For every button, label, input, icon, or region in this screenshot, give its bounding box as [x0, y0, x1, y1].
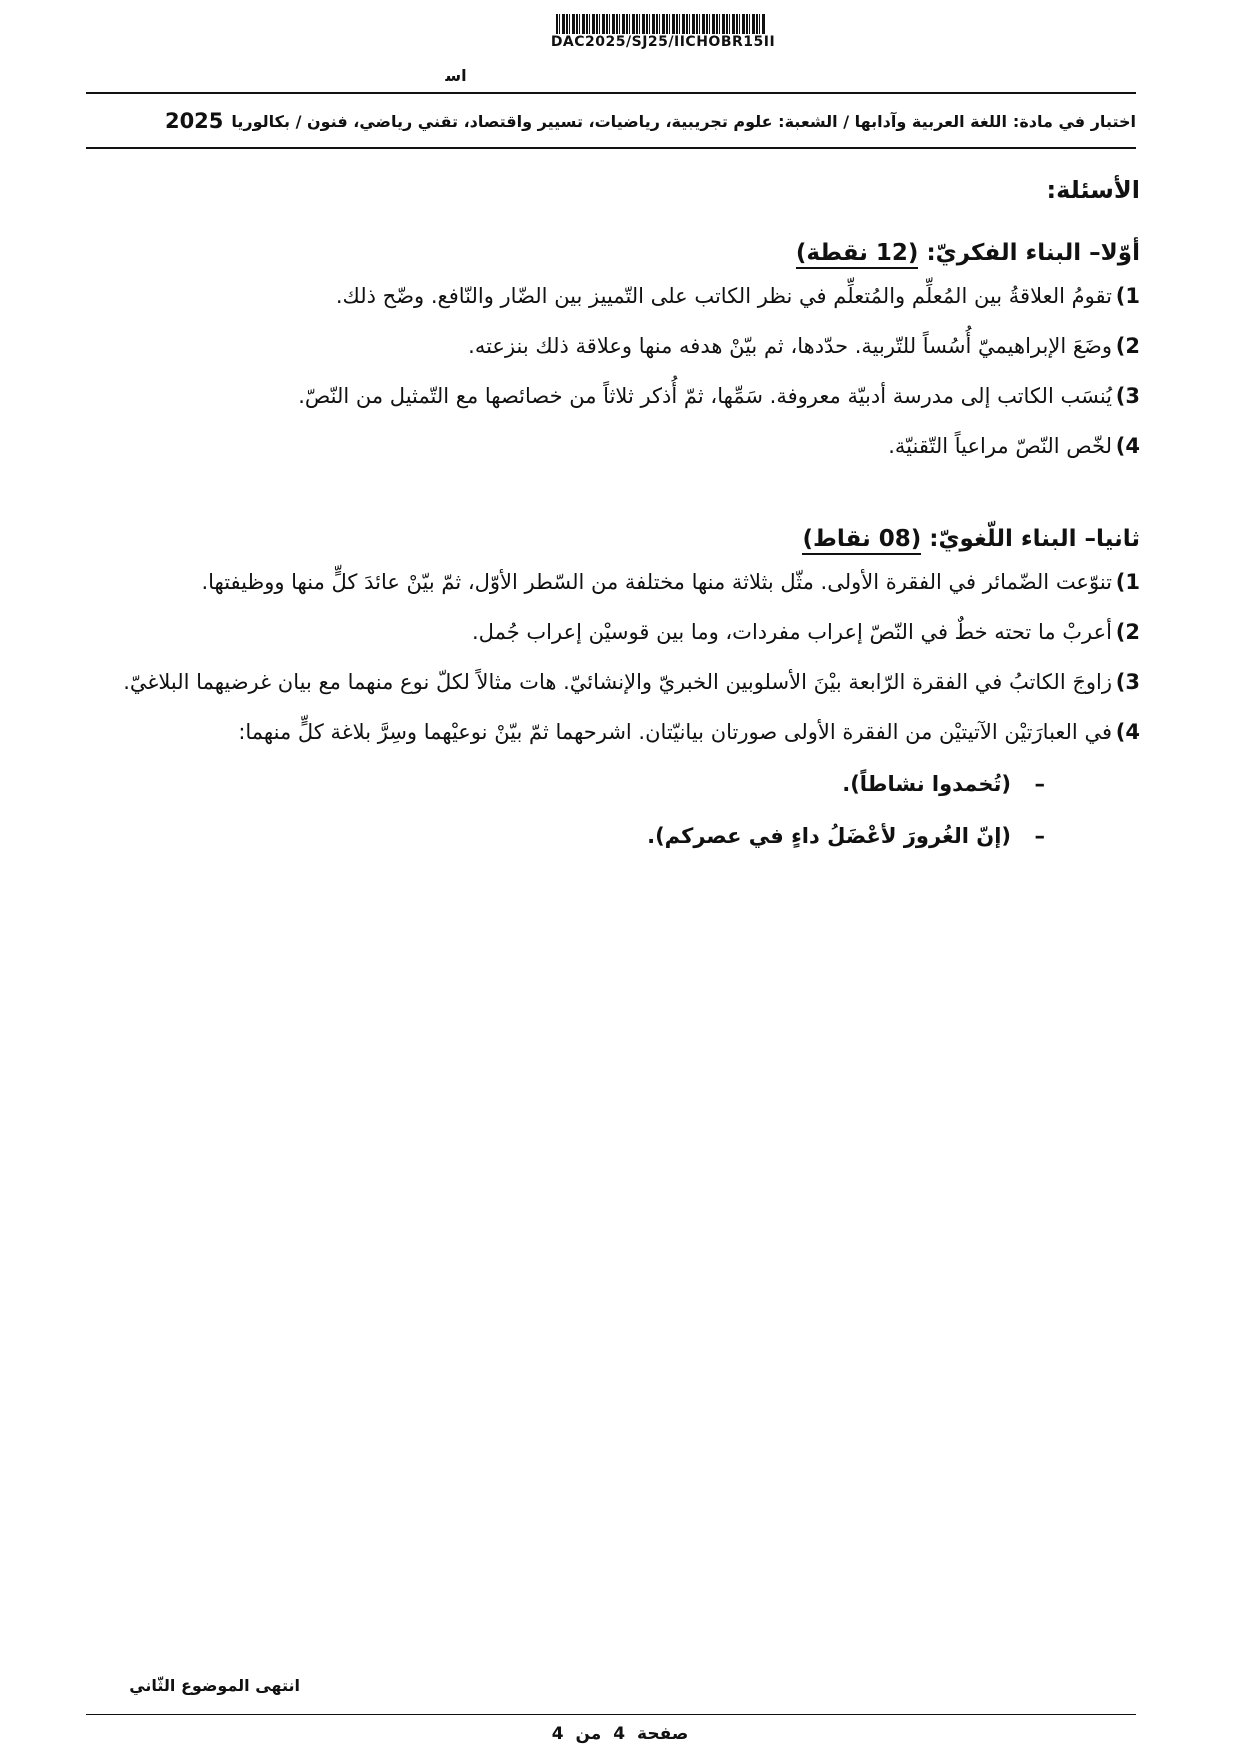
question-text: يُنسَب الكاتب إلى مدرسة أدبيّة معروفة. سَمِّها، ثمّ أُذكر ثلاثاً من خصائصها مع التّمثيل من النّصّ.	[298, 384, 1112, 408]
expression-text: (إنّ الغُرورَ لأعْضَلُ داءٍ في عصركم).	[647, 824, 1011, 848]
section-linguistic-label: ثانيا– البناء اللّغويّ:	[929, 526, 1140, 552]
question-item	[100, 662, 1140, 702]
question-number: 3)	[1115, 384, 1140, 408]
expression-item	[100, 764, 1045, 804]
dash-marker: –	[1034, 772, 1045, 796]
corner-mark: ﺍﺳ	[445, 66, 467, 85]
question-item	[100, 276, 1140, 316]
dash-marker: –	[1034, 824, 1045, 848]
question-item	[100, 326, 1140, 366]
question-text: تقومُ العلاقةُ بين المُعلِّم والمُتعلِّم في نظر الكاتب على التّمييز بين الضّار والنّافع. وضّح ذلك.	[335, 284, 1112, 308]
exam-year: 2025	[164, 109, 224, 133]
questions-title: الأسئلة:	[1046, 176, 1140, 204]
section-intellectual-label: أوّلا– البناء الفكريّ:	[926, 240, 1140, 266]
section-spacer	[100, 476, 1140, 526]
section-linguistic-points: (08 نقاط)	[802, 526, 921, 555]
page-total: 4	[551, 1724, 564, 1744]
header-top-rule	[86, 92, 1136, 94]
question-item	[100, 376, 1140, 416]
section-intellectual-points: (12 نقطة)	[796, 240, 919, 269]
questions-content	[100, 176, 1140, 856]
exam-prefix: اختبار في مادة:	[1012, 111, 1136, 131]
question-text: تنوّعت الضّمائر في الفقرة الأولى. مثّل بثلاثة منها مختلفة من السّطر الأوّل، ثمّ بيّنْ عائدَ كلٍّ منها ووظيفتها.	[201, 570, 1112, 594]
question-text: في العبارَتيْن الآتيتيْن من الفقرة الأولى صورتان بيانيّتان. اشرحهما ثمّ بيّنْ نوعيْهما وسِرَّ بلاغة كلٍّ منهما:	[238, 720, 1112, 744]
question-number: 4)	[1115, 720, 1140, 744]
section-intellectual-title	[100, 240, 1140, 266]
question-item	[100, 426, 1140, 466]
question-number: 2)	[1115, 334, 1140, 358]
exam-header	[86, 104, 1136, 138]
question-text: وضَعَ الإبراهيميّ أُسُساً للتّربية. حدّدها، ثم بيّنْ هدفه منها وعلاقة ذلك بنزعته.	[468, 334, 1112, 358]
question-number: 1)	[1115, 284, 1140, 308]
question-item	[100, 562, 1140, 602]
question-number: 1)	[1115, 570, 1140, 594]
page-current: 4	[613, 1724, 626, 1744]
question-number: 2)	[1115, 620, 1140, 644]
end-of-topic: انتهى الموضوع الثّاني	[129, 1676, 300, 1695]
question-number: 3)	[1115, 670, 1140, 694]
question-text: لخّص النّصّ مراعياً التّقنيّة.	[888, 434, 1112, 458]
page-number	[520, 1724, 720, 1744]
question-text: أعربْ ما تحته خطٌ في النّصّ إعراب مفردات، وما بين قوسيْن إعراب جُمل.	[472, 620, 1112, 644]
question-text: زاوجَ الكاتبُ في الفقرة الرّابعة بيْنَ الأسلوبين الخبريّ والإنشائيّ. هات مثالاً لكلّ نوع منهما مع بيان غرضيهما البلاغيّ.	[123, 670, 1112, 694]
footer-rule	[86, 1714, 1136, 1715]
question-item	[100, 612, 1140, 652]
barcode	[556, 14, 766, 34]
expression-item	[100, 816, 1045, 856]
exam-subject: اللغة العربية وآدابها / الشعبة: علوم تجريبية، رياضيات، تسيير واقتصاد، تقني رياضي، فنون / بكالوريا	[231, 111, 1007, 131]
question-item	[100, 712, 1140, 752]
page-of-word: من	[575, 1724, 602, 1744]
page-word: صفحة	[637, 1724, 689, 1744]
expression-text: (تُخمدوا نشاطاً).	[842, 772, 1011, 796]
section-linguistic-title	[100, 526, 1140, 552]
question-number: 4)	[1115, 434, 1140, 458]
exam-code: DAC2025/SJ25/IICHOBR15II	[550, 34, 776, 50]
header-bottom-rule	[86, 147, 1136, 149]
